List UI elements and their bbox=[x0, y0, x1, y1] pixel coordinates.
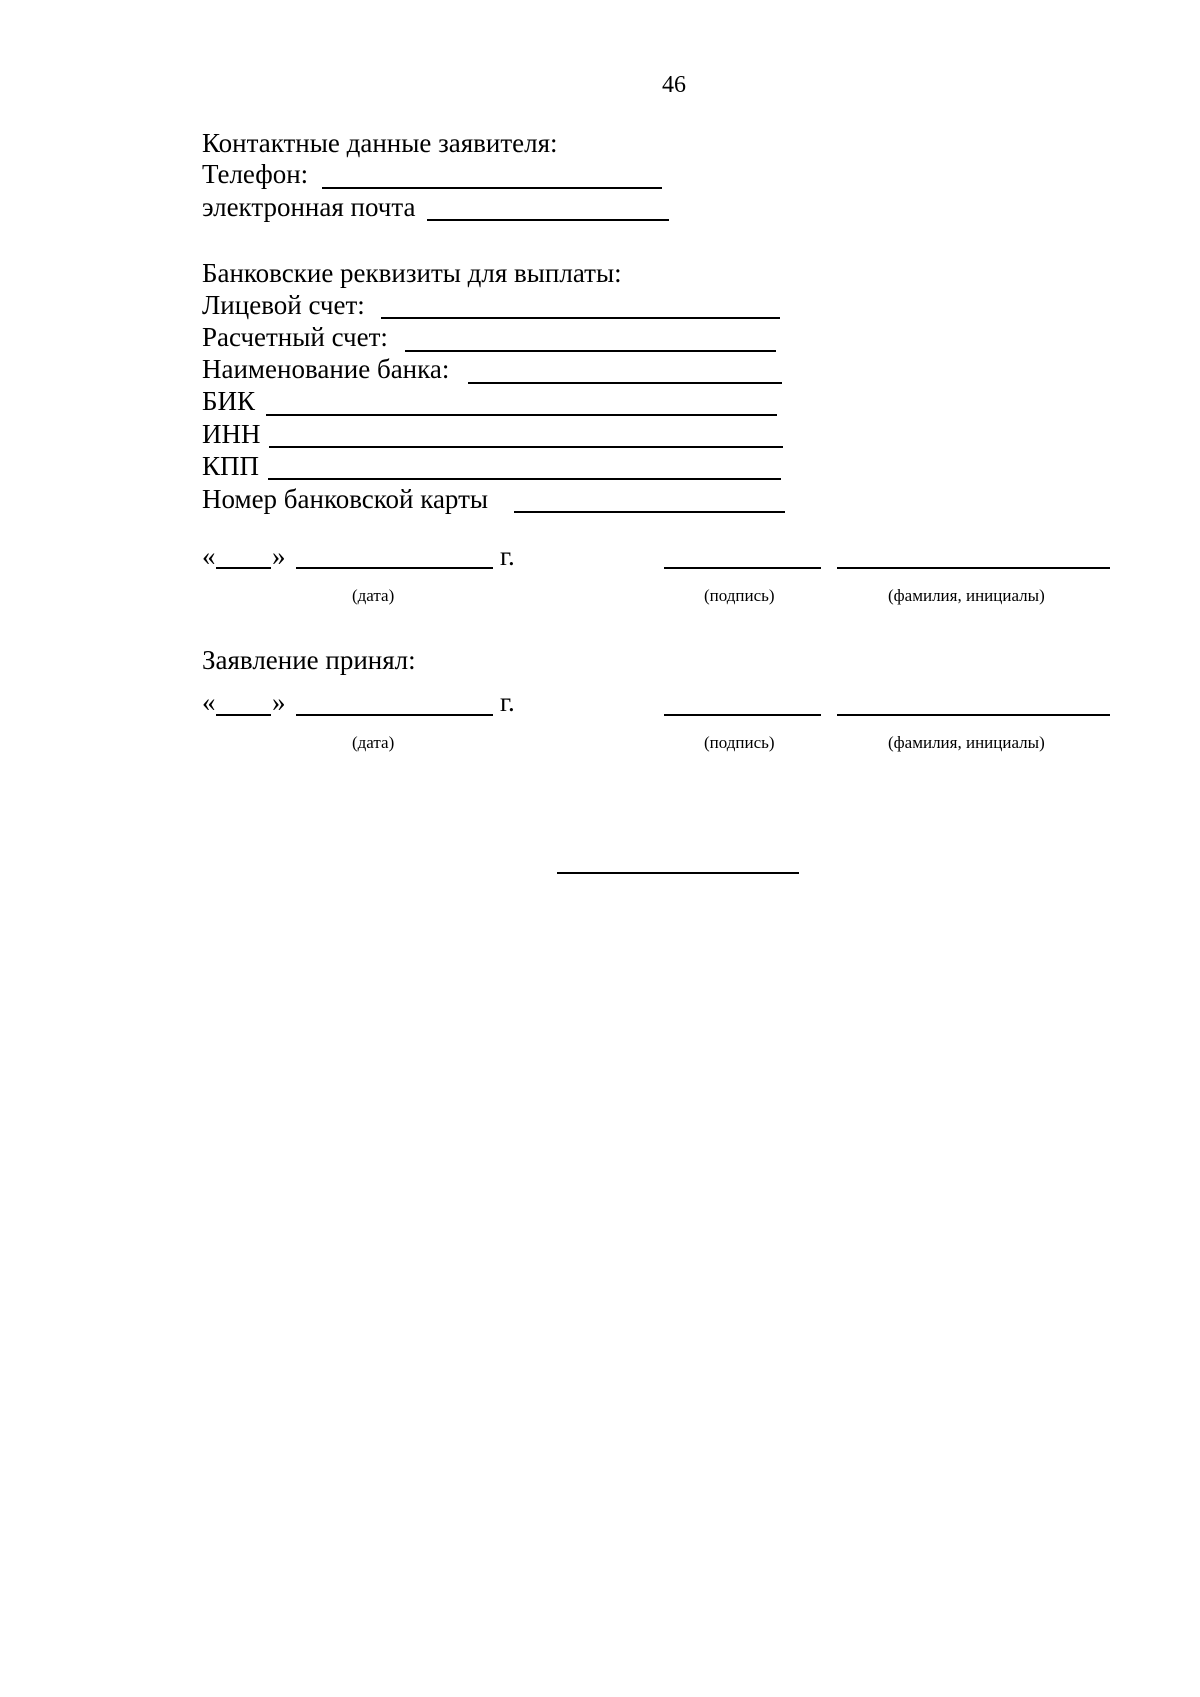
inn-field[interactable] bbox=[269, 446, 783, 448]
card-number-label: Номер банковской карты bbox=[202, 484, 489, 514]
receiver-signature-field[interactable] bbox=[664, 714, 821, 716]
bank-name-field[interactable] bbox=[468, 382, 782, 384]
bik-label: БИК bbox=[202, 386, 256, 416]
email-label: электронная почта bbox=[202, 192, 416, 222]
receiver-name-field[interactable] bbox=[837, 714, 1110, 716]
applicant-day-field[interactable] bbox=[216, 567, 271, 569]
applicant-month-year-field[interactable] bbox=[296, 567, 493, 569]
applicant-date-caption: (дата) bbox=[352, 586, 395, 605]
applicant-signature-field[interactable] bbox=[664, 567, 821, 569]
personal-account-label: Лицевой счет: bbox=[202, 290, 365, 320]
receiver-name-caption: (фамилия, инициалы) bbox=[888, 733, 1045, 752]
receiver-heading: Заявление принял: bbox=[202, 645, 416, 675]
closing-divider bbox=[557, 872, 799, 874]
applicant-year-suffix: г. bbox=[500, 541, 515, 571]
email-field[interactable] bbox=[427, 219, 669, 221]
personal-account-field[interactable] bbox=[381, 317, 780, 319]
receiver-year-suffix: г. bbox=[500, 687, 515, 717]
settlement-account-label: Расчетный счет: bbox=[202, 322, 388, 352]
settlement-account-field[interactable] bbox=[405, 350, 776, 352]
bank-name-label: Наименование банка: bbox=[202, 354, 450, 384]
phone-label: Телефон: bbox=[202, 159, 309, 189]
receiver-day-field[interactable] bbox=[216, 714, 271, 716]
page-number: 46 bbox=[662, 72, 686, 98]
receiver-date-open-quote: « bbox=[202, 687, 216, 717]
receiver-month-year-field[interactable] bbox=[296, 714, 493, 716]
bank-heading: Банковские реквизиты для выплаты: bbox=[202, 258, 622, 288]
applicant-date-close-quote: » bbox=[272, 541, 286, 571]
receiver-date-caption: (дата) bbox=[352, 733, 395, 752]
inn-label: ИНН bbox=[202, 419, 261, 449]
receiver-signature-caption: (подпись) bbox=[704, 733, 775, 752]
card-number-field[interactable] bbox=[514, 511, 785, 513]
receiver-date-close-quote: » bbox=[272, 687, 286, 717]
applicant-name-caption: (фамилия, инициалы) bbox=[888, 586, 1045, 605]
applicant-date-open-quote: « bbox=[202, 541, 216, 571]
contacts-heading: Контактные данные заявителя: bbox=[202, 128, 558, 158]
applicant-name-field[interactable] bbox=[837, 567, 1110, 569]
bik-field[interactable] bbox=[266, 414, 777, 416]
applicant-signature-caption: (подпись) bbox=[704, 586, 775, 605]
kpp-label: КПП bbox=[202, 451, 260, 481]
phone-field[interactable] bbox=[322, 187, 662, 189]
kpp-field[interactable] bbox=[268, 478, 781, 480]
